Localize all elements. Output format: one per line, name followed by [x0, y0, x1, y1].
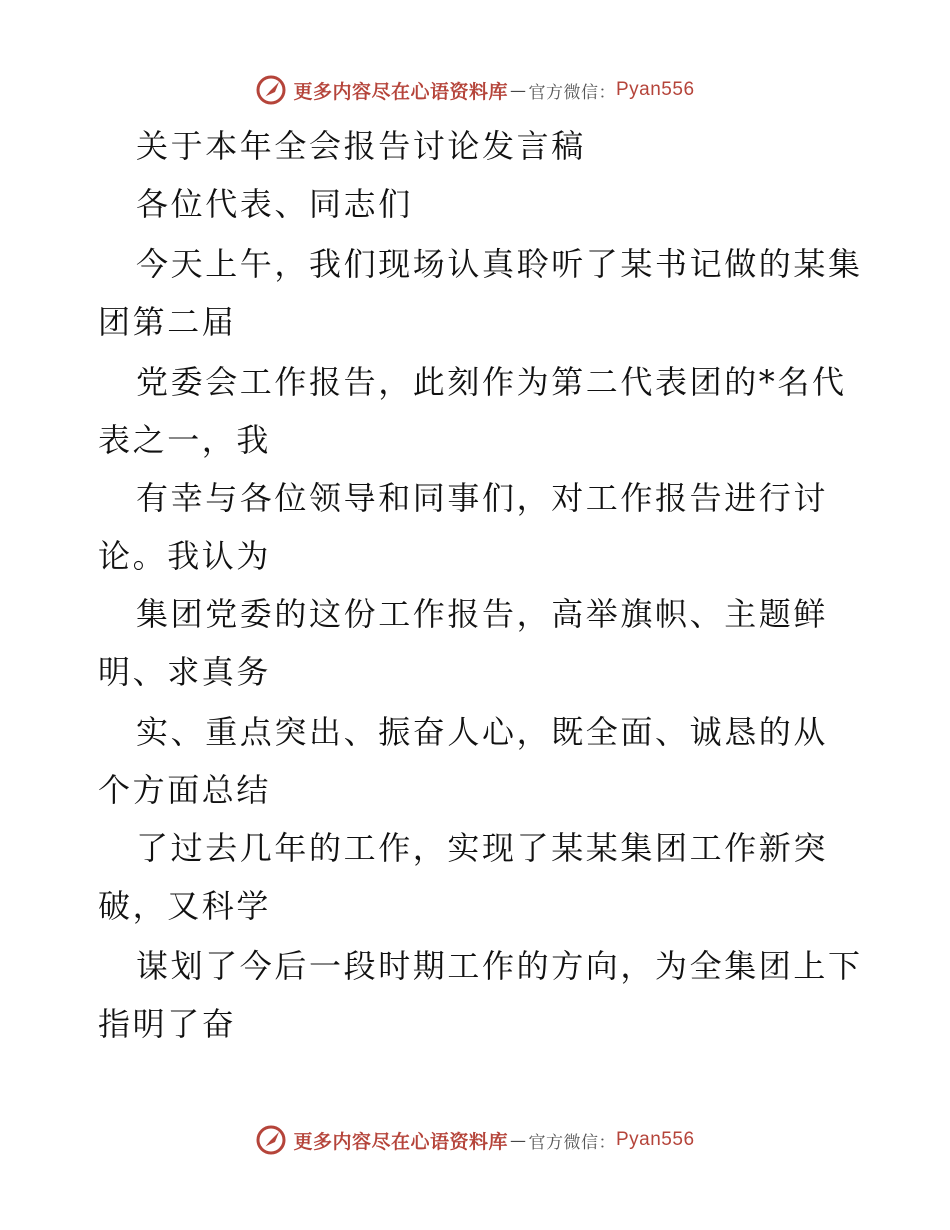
- header-separator: —: [510, 80, 527, 100]
- header-brand-text: 更多内容尽在心语资料库: [293, 80, 508, 103]
- text-line: 集团党委的这份工作报告，高举旗帜、主题鲜: [136, 595, 829, 633]
- footer-wechat-id: Pyan556: [616, 1129, 695, 1150]
- header-banner: [0, 70, 950, 110]
- text-line: 团第二届: [98, 303, 237, 341]
- document-title: 关于本年全会报告讨论发言稿: [136, 127, 586, 165]
- text-line: 谋划了今后一段时期工作的方向，为全集团上下: [136, 947, 863, 985]
- text-line: 个方面总结: [98, 771, 272, 809]
- text-line: 实、重点突出、振奋人心，既全面、诚恳的从: [136, 713, 829, 751]
- document-salutation: 各位代表、同志们: [136, 185, 413, 223]
- text-line: 有幸与各位领导和同事们，对工作报告进行讨: [136, 479, 829, 517]
- text-line: 表之一，我: [98, 421, 272, 459]
- text-line: 党委会工作报告，此刻作为第二代表团的*名代: [136, 363, 847, 401]
- text-line: 今天上午，我们现场认真聆听了某书记做的某集: [136, 245, 863, 283]
- text-line: 论。我认为: [98, 537, 272, 575]
- header-wechat-label: 官方微信：: [528, 82, 616, 103]
- footer-wechat-label: 官方微信：: [528, 1132, 616, 1153]
- text-line: 了过去几年的工作，实现了某某集团工作新突: [136, 829, 829, 867]
- text-line: 指明了奋: [98, 1005, 237, 1043]
- text-line: 明、求真务: [98, 653, 272, 691]
- quill-logo-icon: [255, 1124, 287, 1156]
- footer-banner: [0, 1120, 950, 1160]
- footer-brand-text: 更多内容尽在心语资料库: [293, 1130, 508, 1153]
- footer-separator: —: [510, 1130, 527, 1150]
- text-line: 破，又科学: [98, 887, 272, 925]
- header-wechat-id: Pyan556: [616, 79, 695, 100]
- quill-logo-icon: [255, 74, 287, 106]
